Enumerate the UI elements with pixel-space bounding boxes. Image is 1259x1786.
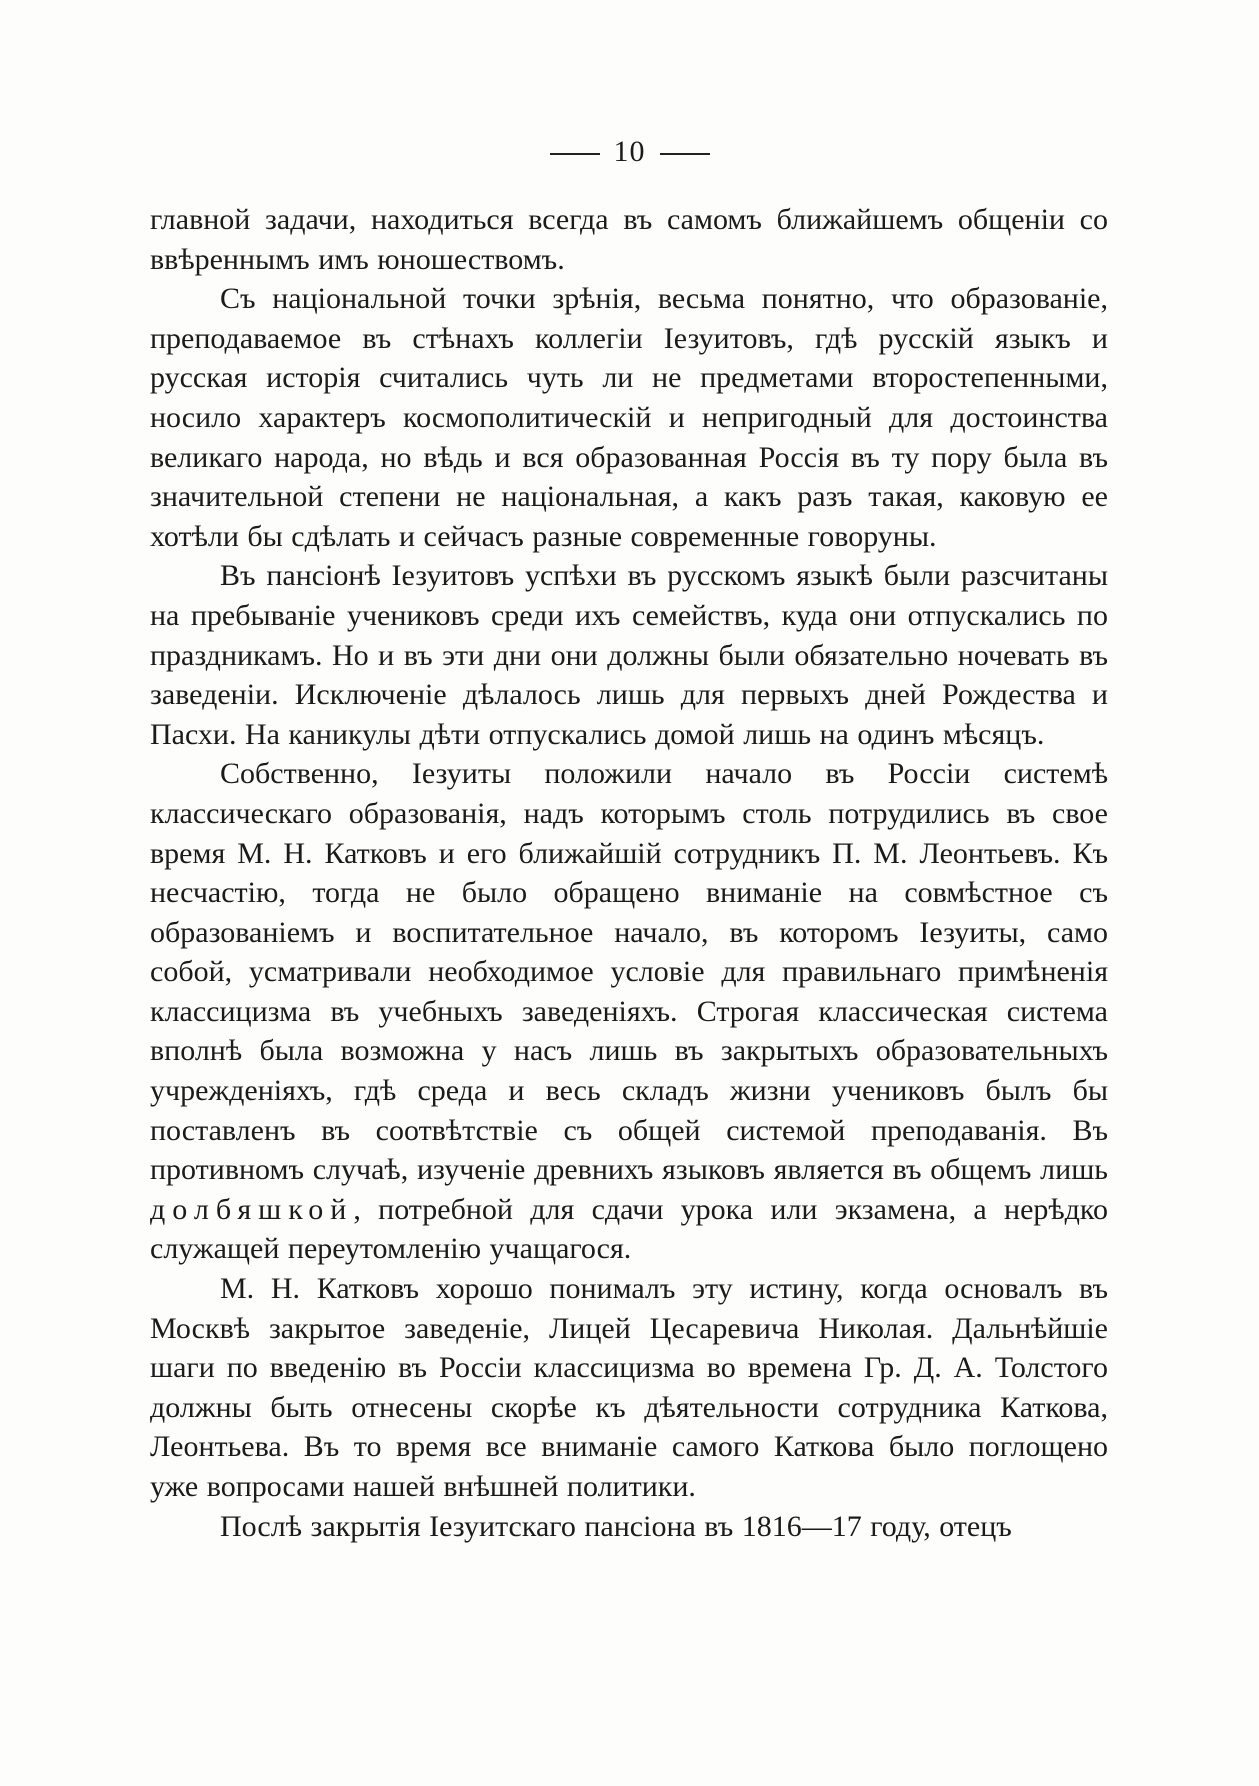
right-dash-rule <box>660 153 710 155</box>
body-text <box>150 200 1108 1546</box>
classical-education-text: Собственно, Іезуиты положили начало въ Россіи системѣ классическаго образованія, надъ которымъ столь потрудились въ свое время М. Н. Катковъ и его ближайшій сотрудникъ П. М. Леонтьевъ. Къ несчастію, тогда не было обращено вниманіе на совмѣстное съ образованіемъ и воспитательное начало, въ которомъ Іезуиты, само собой, усматривали необходимое условіе для правильнаго примѣненія классицизма въ учебныхъ заведеніяхъ. Строгая классическая система вполнѣ была возможна у насъ лишь въ закрытыхъ образовательныхъ учрежденіяхъ, гдѣ среда и весь складъ жизни учениковъ былъ бы поставленъ въ соотвѣтствіе съ общей системой преподаванія. Въ противномъ случаѣ, изученіе древнихъ языковъ является въ общемъ лишь <box>150 757 1108 1187</box>
emphasized-word: долбяшкой <box>150 1192 354 1226</box>
left-dash-rule <box>550 153 600 155</box>
paragraph-after-closure: Послѣ закрытія Іезуитскаго пансіона въ 1816—17 году, отецъ <box>220 1509 1012 1543</box>
paragraph-national-view: Съ національной точки зрѣнія, весьма понятно, что образованіе, преподаваемое въ стѣнахъ коллегіи Іезуитовъ, гдѣ русскій языкъ и русская исторія считались чуть ли не предметами второстепенными, носило характеръ космополитическій и непригодный для достоинства великаго народа, но вѣдь и вся образованная Россія въ ту пору была въ значительной степени не національная, а какъ разъ такая, каковую ее хотѣли бы сдѣлать и сейчасъ разные современные говоруны. <box>150 282 1108 553</box>
classical-education-text-end: , потребной для сдачи урока или экзамена, а нерѣдко служащей переутомленію учащагося. <box>150 1192 1108 1266</box>
page-number: 10 <box>613 135 646 168</box>
paragraph-katkov: М. Н. Катковъ хорошо понималъ эту истину, когда основалъ въ Москвѣ закрытое заведеніе, Лицей Цесаревича Николая. Дальнѣйшіе шаги по введенію въ Россіи классицизма во времена Гр. Д. А. Толстого должны быть отнесены скорѣе къ дѣятельности сотрудника Каткова, Леонтьева. Въ то время все вниманіе самого Каткова было поглощено уже вопросами нашей внѣшней политики. <box>150 1272 1108 1503</box>
paragraph-continuation: главной задачи, находиться всегда въ самомъ ближайшемъ общеніи со ввѣреннымъ имъ юношествомъ. <box>150 203 1108 276</box>
paragraph-classical-education <box>150 754 1108 1269</box>
paragraph-boarding-school: Въ пансіонѣ Іезуитовъ успѣхи въ русскомъ языкѣ были разсчитаны на пребываніе учениковъ среди ихъ семействъ, куда они отпускались по праздникамъ. Но и въ эти дни они должны были обязательно ночевать въ заведеніи. Исключеніе дѣлалось лишь для первыхъ дней Рождества и Пасхи. На каникулы дѣти отпускались домой лишь на одинъ мѣсяцъ. <box>150 559 1108 751</box>
page-header <box>0 132 1259 172</box>
